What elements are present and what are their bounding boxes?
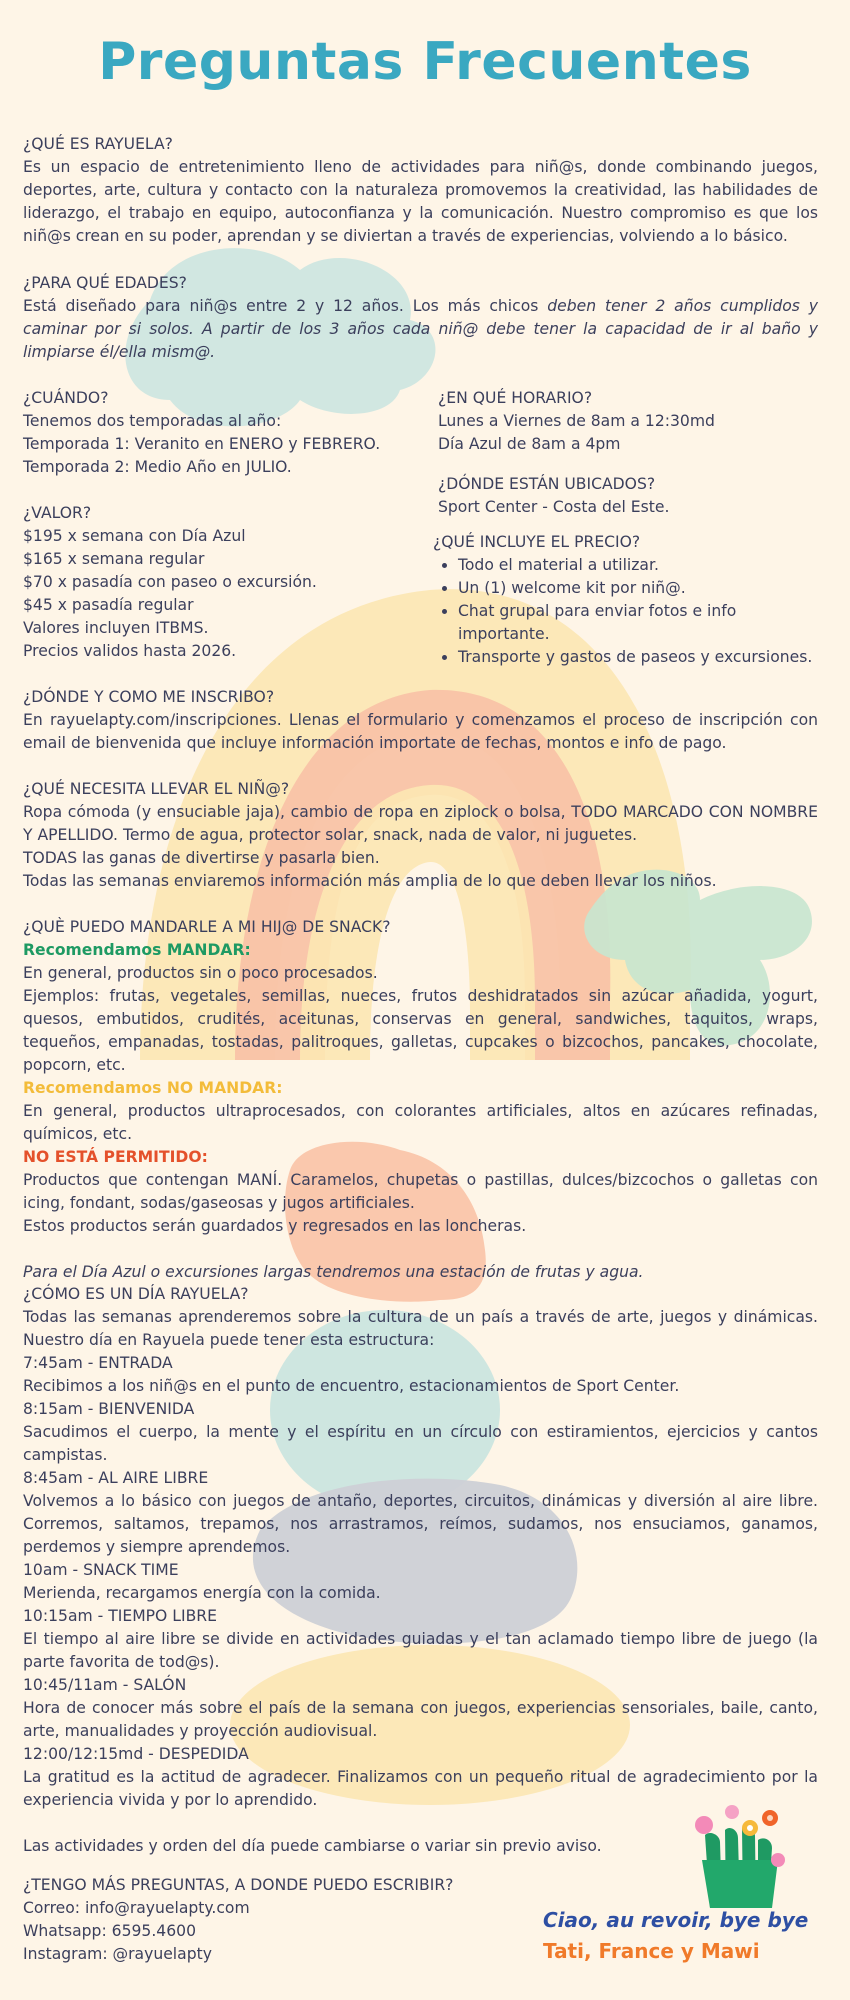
valor-line: Precios validos hasta 2026. [23, 642, 237, 660]
dia-block-desc: La gratitud es la actitud de agradecer. Finalizamos con un pequeño ritual de agradecimiento por la experiencia vivida y por lo aprendido. [23, 1768, 818, 1809]
faq-que-es [23, 133, 818, 248]
faq-snack [23, 916, 818, 1284]
page-title: Preguntas Frecuentes [98, 32, 752, 92]
faq-edades [23, 272, 818, 364]
dia-block-time: 8:45am - AL AIRE LIBRE [23, 1469, 209, 1487]
snack-dia-azul: Para el Día Azul o excursiones largas tendremos una estación de frutas y agua. [23, 1263, 644, 1281]
question-cuando: ¿CUÁNDO? [23, 389, 109, 407]
incluye-list [433, 554, 818, 669]
snack-prohibido-heading: NO ESTÁ PERMITIDO: [23, 1148, 208, 1166]
valor-line: Valores incluyen ITBMS. [23, 619, 209, 637]
question-que-es: ¿QUÉ ES RAYUELA? [23, 135, 173, 153]
dia-block-desc: Hora de conocer más sobre el país de la semana con juegos, experiencias sensoriales, baile, canto, arte, manualidades y proyección audiovisual. [23, 1699, 818, 1740]
question-horario: ¿EN QUÉ HORARIO? [438, 389, 593, 407]
valor-line: $45 x pasadía regular [23, 596, 194, 614]
dia-nota: Las actividades y orden del día puede cambiarse o variar sin previo aviso. [23, 1837, 602, 1855]
answer-ubicacion: Sport Center - Costa del Este. [438, 498, 670, 516]
question-inscribo: ¿DÓNDE Y COMO ME INSCRIBO? [23, 688, 275, 706]
answer-edades [23, 295, 818, 364]
cuando-line: Tenemos dos temporadas al año: [23, 412, 282, 430]
contact-instagram: Instagram: @rayuelapty [23, 1945, 212, 1963]
valor-line: $70 x pasadía con paseo o excursión. [23, 573, 317, 591]
faq-llevar [23, 778, 818, 893]
answer-que-es: Es un espacio de entretenimiento lleno de actividades para niñ@s, donde combinando juegos, deportes, arte, cultura y contacto con la naturaleza promovemos la creatividad, las habilidades de liderazgo, el trabajo en equipo, autoconfianza y la comunicación. Nuestro compromiso es que los niñ@s crean en su poder, aprendan y se diviertan a través de experiencias, volviendo a lo básico. [23, 158, 818, 245]
answer-llevar: Ropa cómoda (y ensuciable jaja), cambio de ropa en ziplock o bolsa, TODO MARCADO CON NOMBRE Y APELLIDO. Termo de agua, protector solar, snack, nada de valor, ni juguetes. [23, 803, 818, 844]
dia-block-desc: Recibimos a los niñ@s en el punto de encuentro, estacionamientos de Sport Center. [23, 1377, 680, 1395]
signature-names: Tati, France y Mawi [543, 1939, 760, 1963]
answer-edades-2: deben tener 2 años cumplidos y caminar por si solos. A partir de los 3 años cada niñ@ debe tener la capacidad de ir al baño y limpiarse él/ella mism@. [23, 297, 818, 361]
faq-incluye [433, 531, 818, 669]
question-llevar: ¿QUÉ NECESITA LLEVAR EL NIÑ@? [23, 780, 290, 798]
dia-block-desc: Volvemos a lo básico con juegos de antaño, deportes, circuitos, dinámicas y diversión al aire libre. Corremos, saltamos, trepamos, nos arrastramos, reímos, sudamos, nos ensuciamos, ganamos, perdemos y siempre aprendemos. [23, 1492, 818, 1556]
faq-cuando [23, 387, 403, 479]
flowers-illustration [680, 1790, 800, 1910]
question-ubicacion: ¿DÓNDE ESTÁN UBICADOS? [438, 475, 656, 493]
contact-email: Correo: info@rayuelapty.com [23, 1899, 250, 1917]
snack-prohibido-2: Estos productos serán guardados y regresados en las loncheras. [23, 1217, 527, 1235]
answer-edades-1: Está diseñado para niñ@s entre 2 y 12 años. Los más chicos [23, 297, 548, 315]
incluye-item: • Chat grupal para enviar fotos e info importante. [458, 600, 818, 646]
dia-block-time: 10:15am - TIEMPO LIBRE [23, 1607, 217, 1625]
snack-no-heading: Recomendamos NO MANDAR: [23, 1079, 283, 1097]
cuando-line: Temporada 2: Medio Año en JULIO. [23, 458, 292, 476]
horario-line: Día Azul de 8am a 4pm [438, 435, 621, 453]
question-snack: ¿QUÈ PUEDO MANDARLE A MI HIJ@ DE SNACK? [23, 918, 391, 936]
question-incluye: ¿QUÉ INCLUYE EL PRECIO? [433, 533, 641, 551]
faq-ubicacion [438, 473, 818, 519]
snack-mandar-2: Ejemplos: frutas, vegetales, semillas, nueces, frutos deshidratados sin azúcar añadida, yogurt, quesos, embutidos, crudités, aceitunas, conservas en general, sandwiches, taquitos, wraps, tequeños, empanadas, tostadas, palitroques, galletas, cupcakes o bizcochos, pancakes, chocolate, popcorn, etc. [23, 987, 818, 1074]
cuando-line: Temporada 1: Veranito en ENERO y FEBRERO. [23, 435, 381, 453]
answer-llevar-3: Todas las semanas enviaremos información más amplia de lo que deben llevar los niños. [23, 872, 717, 890]
valor-line: $165 x semana regular [23, 550, 205, 568]
faq-horario [438, 387, 818, 456]
dia-intro: Todas las semanas aprenderemos sobre la cultura de un país a través de arte, juegos y dinámicas. Nuestro día en Rayuela puede tener esta estructura: [23, 1308, 818, 1349]
answer-llevar-2: TODAS las ganas de divertirse y pasarla bien. [23, 849, 380, 867]
snack-no-1: En general, productos ultraprocesados, con colorantes artificiales, altos en azúcares refinadas, químicos, etc. [23, 1102, 818, 1143]
dia-block-desc: Merienda, recargamos energía con la comida. [23, 1584, 381, 1602]
dia-block-time: 12:00/12:15md - DESPEDIDA [23, 1745, 249, 1763]
incluye-item: • Transporte y gastos de paseos y excursiones. [458, 646, 818, 669]
question-valor: ¿VALOR? [23, 504, 92, 522]
snack-mandar-1: En general, productos sin o poco procesados. [23, 964, 378, 982]
faq-inscribo [23, 686, 818, 755]
incluye-item: • Un (1) welcome kit por niñ@. [458, 577, 818, 600]
valor-line: $195 x semana con Día Azul [23, 527, 246, 545]
dia-block-time: 10am - SNACK TIME [23, 1561, 179, 1579]
faq-valor [23, 502, 403, 663]
question-edades: ¿PARA QUÉ EDADES? [23, 274, 187, 292]
horario-line: Lunes a Viernes de 8am a 12:30md [438, 412, 715, 430]
incluye-item: • Todo el material a utilizar. [458, 554, 818, 577]
faq-dia [23, 1283, 818, 1858]
snack-mandar-heading: Recomendamos MANDAR: [23, 941, 251, 959]
dia-block-desc: El tiempo al aire libre se divide en actividades guiadas y el tan aclamado tiempo libre de juego (la parte favorita de tod@s). [23, 1630, 818, 1671]
dia-block-time: 7:45am - ENTRADA [23, 1354, 173, 1372]
snack-prohibido-1: Productos que contengan MANÍ. Caramelos, chupetas o pastillas, dulces/bizcochos o galletas con icing, fondant, sodas/gaseosas y jugos artificiales. [23, 1171, 818, 1212]
contact-whatsapp: Whatsapp: 6595.4600 [23, 1922, 196, 1940]
dia-block-time: 10:45/11am - SALÓN [23, 1676, 187, 1694]
signature-greeting: Ciao, au revoir, bye bye [543, 1908, 809, 1932]
question-dia: ¿CÓMO ES UN DÍA RAYUELA? [23, 1285, 249, 1303]
answer-inscribo: En rayuelapty.com/inscripciones. Llenas el formulario y comenzamos el proceso de inscripción con email de bienvenida que incluye información importate de fechas, montos e info de pago. [23, 711, 818, 752]
dia-block-desc: Sacudimos el cuerpo, la mente y el espíritu en un círculo con estiramientos, ejercicios y cantos campistas. [23, 1423, 818, 1464]
question-contacto: ¿TENGO MÁS PREGUNTAS, A DONDE PUEDO ESCRIBIR? [23, 1876, 454, 1894]
dia-block-time: 8:15am - BIENVENIDA [23, 1400, 195, 1418]
